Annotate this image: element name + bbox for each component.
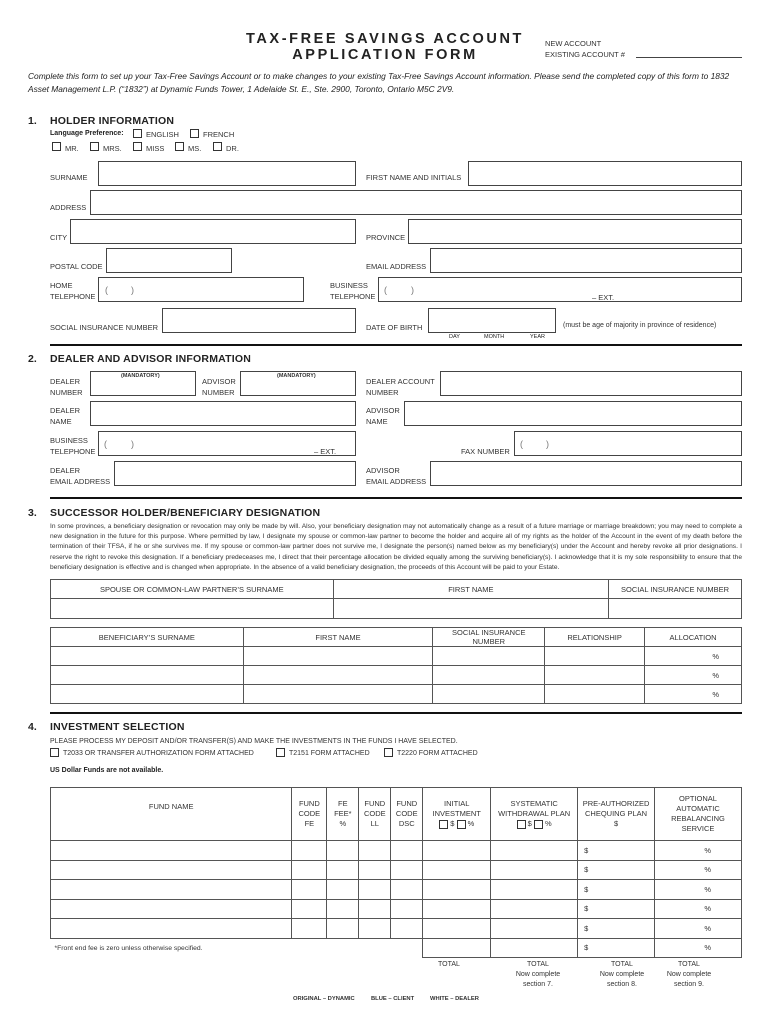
spouse-surname-cell[interactable]: [51, 599, 334, 619]
fe-fee-cell[interactable]: [327, 841, 359, 861]
dob-label: DATE OF BIRTH: [366, 323, 423, 332]
beneficiary-relationship-cell[interactable]: [545, 685, 645, 704]
table-row: [51, 685, 742, 704]
mrs-label: MRS.: [103, 144, 122, 153]
fund-name-cell[interactable]: [51, 841, 292, 861]
ms-label: MS.: [188, 144, 202, 153]
usd-note: US Dollar Funds are not available.: [50, 767, 164, 774]
swp-options: $ %: [493, 819, 575, 829]
address-input[interactable]: [90, 190, 742, 215]
initial-investment-header: INITIAL INVESTMENT $ %: [423, 788, 491, 841]
t2151-label: T2151 FORM ATTACHED: [289, 750, 370, 757]
initial-total-cell[interactable]: [423, 938, 491, 958]
fund-code-ll-header: FUND CODE LL: [359, 788, 391, 841]
swp-dollar-checkbox[interactable]: [517, 820, 526, 829]
home-area-close: ): [131, 285, 134, 295]
fund-name-cell[interactable]: [51, 880, 292, 900]
table-row: [51, 860, 742, 880]
dealer-number-mandatory: (MANDATORY): [121, 373, 160, 379]
swp-total-cell[interactable]: [491, 938, 578, 958]
miss-label: MISS: [146, 144, 165, 153]
postal-code-input[interactable]: [106, 248, 232, 273]
spouse-first-name-header: FIRST NAME: [333, 580, 609, 599]
fund-code-fe-cell[interactable]: [292, 860, 327, 880]
systematic-withdrawal-header: SYSTEMATIC WITHDRAWAL PLAN $ %: [491, 788, 578, 841]
dealer-number-label: DEALER NUMBER: [50, 377, 83, 397]
beneficiary-first-name-cell[interactable]: [243, 647, 433, 666]
fund-code-ll-cell[interactable]: [359, 880, 391, 900]
spouse-sin-header: SOCIAL INSURANCE NUMBER: [609, 580, 742, 599]
t2220-label: T2220 FORM ATTACHED: [397, 750, 478, 757]
total-label: TOTAL: [438, 961, 460, 968]
fund-name-header: FUND NAME: [51, 788, 292, 841]
dr-label: DR.: [226, 144, 239, 153]
beneficiary-surname-cell[interactable]: [51, 685, 244, 704]
dealer-area-close: ): [131, 439, 134, 449]
fund-code-dsc-cell[interactable]: [391, 899, 423, 919]
new-account-label: NEW ACCOUNT: [545, 39, 602, 48]
fund-code-fe-cell[interactable]: [292, 919, 327, 939]
beneficiary-disclaimer: In some provinces, a beneficiary designation or revocation may only be made by will. Also, your beneficiary designation may not automatically change as a result of a future marriage or marriage breakdown; you may need to complete a new designation in the future for this purpose. Where permitted by law, I designate my spouse or common-law partner to become the holder and acquire all of my rights as the holder of the Account in the event of my death before the termination of their TFSA, if he or she survives me. If my spouse or common-law partner does not survive me, I designate the person(s) named below as my beneficiary(s) under the Account and hereby revoke all prior designations. I reserve the right to revoke this designation. If a beneficiary predeceases me, I direct that their percentage allocation be divided equally among the surviving beneficiary(s). I acknowledge that it is my sole responsibility to ensure that the beneficiary designation is effective and is changed when appropriate. In the absence of a valid beneficiary designation, the proceeds of this Account will be paid to your Estate.: [50, 523, 742, 571]
footer-original: ORIGINAL – DYNAMIC: [293, 996, 355, 1002]
sin-label: SOCIAL INSURANCE NUMBER: [50, 323, 159, 332]
total-section-9: TOTAL Now complete section 9.: [666, 961, 712, 988]
section-divider: [50, 497, 742, 499]
beneficiary-surname-cell[interactable]: [51, 666, 244, 685]
fe-fee-cell[interactable]: [327, 860, 359, 880]
dealer-area-open: (: [104, 439, 107, 449]
home-telephone-input[interactable]: [98, 277, 304, 302]
fund-code-ll-cell[interactable]: [359, 899, 391, 919]
beneficiary-first-name-cell[interactable]: [243, 685, 433, 704]
french-label: FRENCH: [203, 130, 235, 139]
beneficiary-first-name-cell[interactable]: [243, 666, 433, 685]
spouse-surname-header: SPOUSE OR COMMON-LAW PARTNER’S SURNAME: [51, 580, 334, 599]
section-divider: [50, 712, 742, 714]
dealer-account-label: DEALER ACCOUNT NUMBER: [366, 377, 435, 397]
fe-fee-header: FE FEE* %: [327, 788, 359, 841]
advisor-name-label: ADVISOR NAME: [366, 406, 400, 426]
dob-year: YEAR: [530, 334, 545, 340]
advisor-email-input[interactable]: [430, 461, 742, 486]
beneficiary-allocation-cell[interactable]: %: [645, 666, 742, 685]
existing-account-line[interactable]: [636, 57, 742, 58]
beneficiary-sin-cell[interactable]: [433, 685, 545, 704]
home-area-open: (: [105, 285, 108, 295]
miss-checkbox[interactable]: [133, 142, 142, 151]
pac-total-cell[interactable]: $: [578, 938, 655, 958]
section-2-title: DEALER AND ADVISOR INFORMATION: [50, 353, 252, 365]
section-4-title: INVESTMENT SELECTION: [50, 721, 185, 733]
language-label: Language Preference:: [50, 130, 124, 137]
advisor-email-label: ADVISOR EMAIL ADDRESS: [366, 466, 427, 486]
spouse-sin-cell[interactable]: [609, 599, 742, 619]
totals-row: [51, 938, 742, 958]
beneficiary-sin-header: SOCIAL INSURANCE NUMBER: [433, 628, 545, 647]
fund-code-ll-cell[interactable]: [359, 841, 391, 861]
rebalancing-total-cell[interactable]: %: [655, 938, 742, 958]
fund-code-dsc-header: FUND CODE DSC: [391, 788, 423, 841]
fe-fee-cell[interactable]: [327, 899, 359, 919]
section-4-number: 4.: [28, 721, 37, 733]
dealer-email-label: DEALER EMAIL ADDRESS: [50, 466, 111, 486]
beneficiary-allocation-cell[interactable]: %: [645, 647, 742, 666]
swp-cell[interactable]: [491, 899, 578, 919]
initial-cell[interactable]: [423, 919, 491, 939]
fax-label: FAX NUMBER: [461, 447, 510, 456]
section-1-title: HOLDER INFORMATION: [50, 115, 175, 127]
fund-code-fe-header: FUND CODE FE: [292, 788, 327, 841]
advisor-number-mandatory: (MANDATORY): [277, 373, 316, 379]
majority-note: (must be age of majority in province of residence): [563, 322, 717, 329]
fund-name-cell[interactable]: [51, 899, 292, 919]
section-3-title: SUCCESSOR HOLDER/BENEFICIARY DESIGNATION: [50, 507, 321, 519]
initial-options: $ %: [425, 819, 488, 829]
beneficiary-surname-cell[interactable]: [51, 647, 244, 666]
business-ext-label: – EXT.: [592, 293, 615, 302]
first-name-label: FIRST NAME AND INITIALS: [366, 173, 462, 182]
blank-cell: [327, 938, 359, 958]
initial-cell[interactable]: [423, 899, 491, 919]
email-label: EMAIL ADDRESS: [366, 262, 427, 271]
email-input[interactable]: [430, 248, 742, 273]
beneficiary-relationship-header: RELATIONSHIP: [545, 628, 645, 647]
dealer-telephone-label: BUSINESS TELEPHONE: [50, 436, 96, 456]
initial-cell[interactable]: [423, 880, 491, 900]
pac-cell[interactable]: $: [578, 860, 655, 880]
french-checkbox[interactable]: [190, 129, 199, 138]
dob-day: DAY: [449, 334, 460, 340]
business-telephone-label: BUSINESS TELEPHONE: [330, 281, 376, 301]
postal-code-label: POSTAL CODE: [50, 262, 103, 271]
advisor-number-label: ADVISOR NUMBER: [202, 377, 236, 397]
pac-cell[interactable]: $: [578, 919, 655, 939]
city-label: CITY: [50, 233, 68, 242]
mrs-checkbox[interactable]: [90, 142, 99, 151]
existing-account-label: EXISTING ACCOUNT #: [545, 50, 625, 59]
table-row: [51, 919, 742, 939]
province-label: PROVINCE: [366, 233, 406, 242]
dob-month: MONTH: [484, 334, 505, 340]
initial-dollar-checkbox[interactable]: [439, 820, 448, 829]
form-title: [0, 31, 770, 63]
table-row: [51, 841, 742, 861]
dob-input[interactable]: [428, 308, 556, 333]
beneficiary-relationship-cell[interactable]: [545, 647, 645, 666]
table-row: [51, 880, 742, 900]
footer-blue: BLUE – CLIENT: [371, 996, 415, 1002]
ms-checkbox[interactable]: [175, 142, 184, 151]
title-line-1: TAX-FREE SAVINGS ACCOUNT: [245, 31, 525, 47]
pac-cell[interactable]: $: [578, 899, 655, 919]
fund-code-dsc-cell[interactable]: [391, 841, 423, 861]
spouse-table: [50, 579, 742, 619]
city-input[interactable]: [70, 219, 356, 244]
section-3-number: 3.: [28, 507, 37, 519]
fund-code-ll-cell[interactable]: [359, 919, 391, 939]
surname-label: SURNAME: [50, 173, 88, 182]
rebalancing-cell[interactable]: %: [655, 841, 742, 861]
fund-code-fe-cell[interactable]: [292, 899, 327, 919]
footer-white: WHITE – DEALER: [430, 996, 479, 1002]
address-label: ADDRESS: [50, 203, 87, 212]
beneficiary-allocation-header: ALLOCATION: [645, 628, 742, 647]
section-1-number: 1.: [28, 115, 37, 127]
beneficiary-surname-header: BENEFICIARY’S SURNAME: [51, 628, 244, 647]
swp-percent-checkbox[interactable]: [534, 820, 543, 829]
blank-cell: [359, 938, 391, 958]
fund-code-dsc-cell[interactable]: [391, 860, 423, 880]
dealer-email-input[interactable]: [114, 461, 356, 486]
swp-cell[interactable]: [491, 919, 578, 939]
province-input[interactable]: [408, 219, 742, 244]
t2033-label: T2033 OR TRANSFER AUTHORIZATION FORM ATTACHED: [63, 750, 254, 757]
section-2-number: 2.: [28, 353, 37, 365]
beneficiary-sin-cell[interactable]: [433, 666, 545, 685]
beneficiary-table: [50, 627, 742, 704]
preauthorized-header: PRE-AUTHORIZED CHEQUING PLAN $: [578, 788, 655, 841]
rebalancing-cell[interactable]: %: [655, 860, 742, 880]
beneficiary-allocation-cell[interactable]: %: [645, 685, 742, 704]
fund-code-dsc-cell[interactable]: [391, 880, 423, 900]
intro-text: Complete this form to set up your Tax-Free Savings Account or to make changes to your existing Tax-Free Savings Account information. Please send the completed copy of this form to 1832 Asset Management L.P. (“1832”) at Dynamic Funds Tower, 1 Adelaide St. E., Ste. 2900, Toronto, Ontario M5C 2V9.: [28, 71, 730, 94]
mr-checkbox[interactable]: [52, 142, 61, 151]
beneficiary-relationship-cell[interactable]: [545, 666, 645, 685]
fax-area-close: ): [546, 439, 549, 449]
english-label: ENGLISH: [146, 130, 179, 139]
table-row: [51, 666, 742, 685]
swp-cell[interactable]: [491, 880, 578, 900]
fax-area-open: (: [520, 439, 523, 449]
dealer-ext-label: – EXT.: [314, 447, 337, 456]
pac-cell[interactable]: $: [578, 880, 655, 900]
business-area-open: (: [384, 285, 387, 295]
business-area-close: ): [411, 285, 414, 295]
pac-cell[interactable]: $: [578, 841, 655, 861]
english-checkbox[interactable]: [133, 129, 142, 138]
advisor-name-input[interactable]: [404, 401, 742, 426]
home-telephone-label: HOME TELEPHONE: [50, 281, 96, 301]
blank-cell: [292, 938, 327, 958]
rebalancing-cell[interactable]: %: [655, 880, 742, 900]
rebalancing-cell[interactable]: %: [655, 919, 742, 939]
swp-cell[interactable]: [491, 860, 578, 880]
fund-code-fe-cell[interactable]: [292, 880, 327, 900]
table-row: [51, 647, 742, 666]
table-row: [51, 899, 742, 919]
fund-name-cell[interactable]: [51, 919, 292, 939]
investment-instruction: PLEASE PROCESS MY DEPOSIT AND/OR TRANSFER(S) AND MAKE THE INVESTMENTS IN THE FUNDS I HAVE SELECTED.: [50, 738, 458, 745]
total-section-7: TOTAL Now complete section 7.: [515, 961, 561, 988]
dealer-name-input[interactable]: [90, 401, 356, 426]
total-section-8: TOTAL Now complete section 8.: [599, 961, 645, 988]
swp-cell[interactable]: [491, 841, 578, 861]
fund-code-ll-cell[interactable]: [359, 860, 391, 880]
blank-cell: [391, 938, 423, 958]
surname-input[interactable]: [98, 161, 356, 186]
initial-cell[interactable]: [423, 841, 491, 861]
spouse-first-name-cell[interactable]: [333, 599, 609, 619]
initial-cell[interactable]: [423, 860, 491, 880]
investment-table: [50, 787, 742, 958]
dealer-account-input[interactable]: [440, 371, 742, 396]
fe-fee-cell[interactable]: [327, 880, 359, 900]
mr-label: MR.: [65, 144, 79, 153]
beneficiary-sin-cell[interactable]: [433, 647, 545, 666]
title-line-2: APPLICATION FORM: [292, 47, 478, 63]
fund-code-dsc-cell[interactable]: [391, 919, 423, 939]
fe-fee-cell[interactable]: [327, 919, 359, 939]
rebalancing-cell[interactable]: %: [655, 899, 742, 919]
fund-name-cell[interactable]: [51, 860, 292, 880]
initial-percent-checkbox[interactable]: [457, 820, 466, 829]
business-telephone-input[interactable]: [378, 277, 742, 302]
t2033-checkbox[interactable]: [50, 748, 59, 757]
first-name-input[interactable]: [468, 161, 742, 186]
fe-note: *Front end fee is zero unless otherwise specified.: [54, 944, 203, 952]
t2220-checkbox[interactable]: [384, 748, 393, 757]
beneficiary-first-name-header: FIRST NAME: [243, 628, 433, 647]
t2151-checkbox[interactable]: [276, 748, 285, 757]
dr-checkbox[interactable]: [213, 142, 222, 151]
dealer-name-label: DEALER NAME: [50, 406, 81, 426]
rebalancing-header: OPTIONAL AUTOMATIC REBALANCING SERVICE: [655, 788, 742, 841]
sin-input[interactable]: [162, 308, 356, 333]
fund-code-fe-cell[interactable]: [292, 841, 327, 861]
section-divider: [50, 344, 742, 346]
